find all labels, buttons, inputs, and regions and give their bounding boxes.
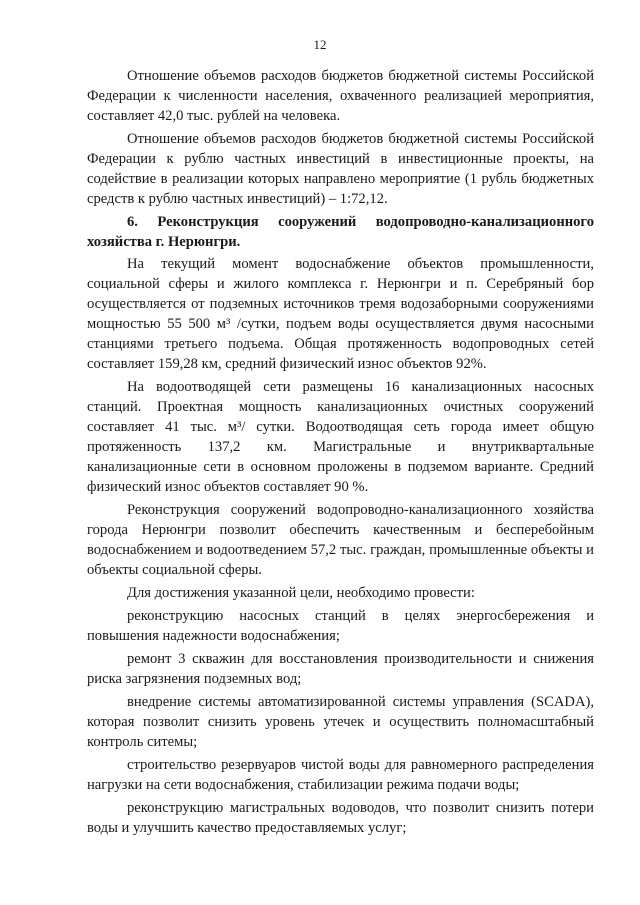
paragraph-water-supply: На текущий момент водоснабжение объектов промышленности, социальной сферы и жилого комплекса г. Нерюнгри и п. Серебряный бор осуществляется от подземных источников тремя водозаборными сооружениями мощностью 55 500 м³ /сутки, подъем воды осуществляется двумя насосными станциями третьего подъема. Общая протяженность водопроводных сетей составляет 159,28 км, средний физический износ объектов 92%.	[87, 256, 594, 372]
paragraph-budget-per-capita: Отношение объемов расходов бюджетов бюджетной системы Российской Федерации к численности населения, охваченного реализацией мероприятия, составляет 42,0 тыс. рублей на человека.	[87, 68, 594, 124]
list-item-water-mains: реконструкцию магистральных водоводов, что позволит снизить потери воды и улучшить качество предоставляемых услуг;	[87, 800, 594, 836]
list-item-reservoirs: строительство резервуаров чистой воды для равномерного распределения нагрузки на сети водоснабжения, стабилизации режима подачи воды;	[87, 757, 594, 793]
list-item-scada: внедрение системы автоматизированной системы управления (SCADA), которая позволит снизить уровень утечек и осуществить полномасштабный контроль ситемы;	[87, 694, 594, 750]
page-number: 12	[313, 37, 327, 52]
paragraph-sewerage: На водоотводящей сети размещены 16 канализационных насосных станций. Проектная мощность канализационных очистных сооружений составляет 41 тыс. м³/ сутки. Водоотводящая сеть города имеет общую протяженность 137,2 км. Магистральные и внутриквартальные канализационные сети в основном проложены в подземом варианте. Средний физический износ объектов составляет 90 %.	[87, 379, 594, 495]
paragraph-required-actions: Для достижения указанной цели, необходимо провести:	[127, 585, 475, 601]
paragraph-budget-to-investment: Отношение объемов расходов бюджетов бюджетной системы Российской Федерации к рублю частных инвестиций в инвестиционные проекты, на содействие в реализации которых направлено мероприятие (1 рубль бюджетных средств к рублю частных инвестиций) – 1:72,12.	[87, 131, 594, 207]
document-body	[87, 66, 594, 841]
list-item-pump-stations: реконструкцию насосных станций в целях энергосбережения и повышения надежности водоснабжения;	[87, 608, 594, 644]
section-heading: 6. Реконструкция сооружений водопроводно-канализационного хозяйства г. Нерюнгри.	[87, 214, 594, 250]
paragraph-reconstruction-goal: Реконструкция сооружений водопроводно-канализационного хозяйства города Нерюнгри позволит обеспечить качественным и бесперебойным водоснабжением и водоотведением 57,2 тыс. граждан, промышленные объекты и объекты социальной сферы.	[87, 502, 594, 578]
list-item-wells-repair: ремонт 3 скважин для восстановления производительности и снижения риска загрязнения подземных вод;	[87, 651, 594, 687]
